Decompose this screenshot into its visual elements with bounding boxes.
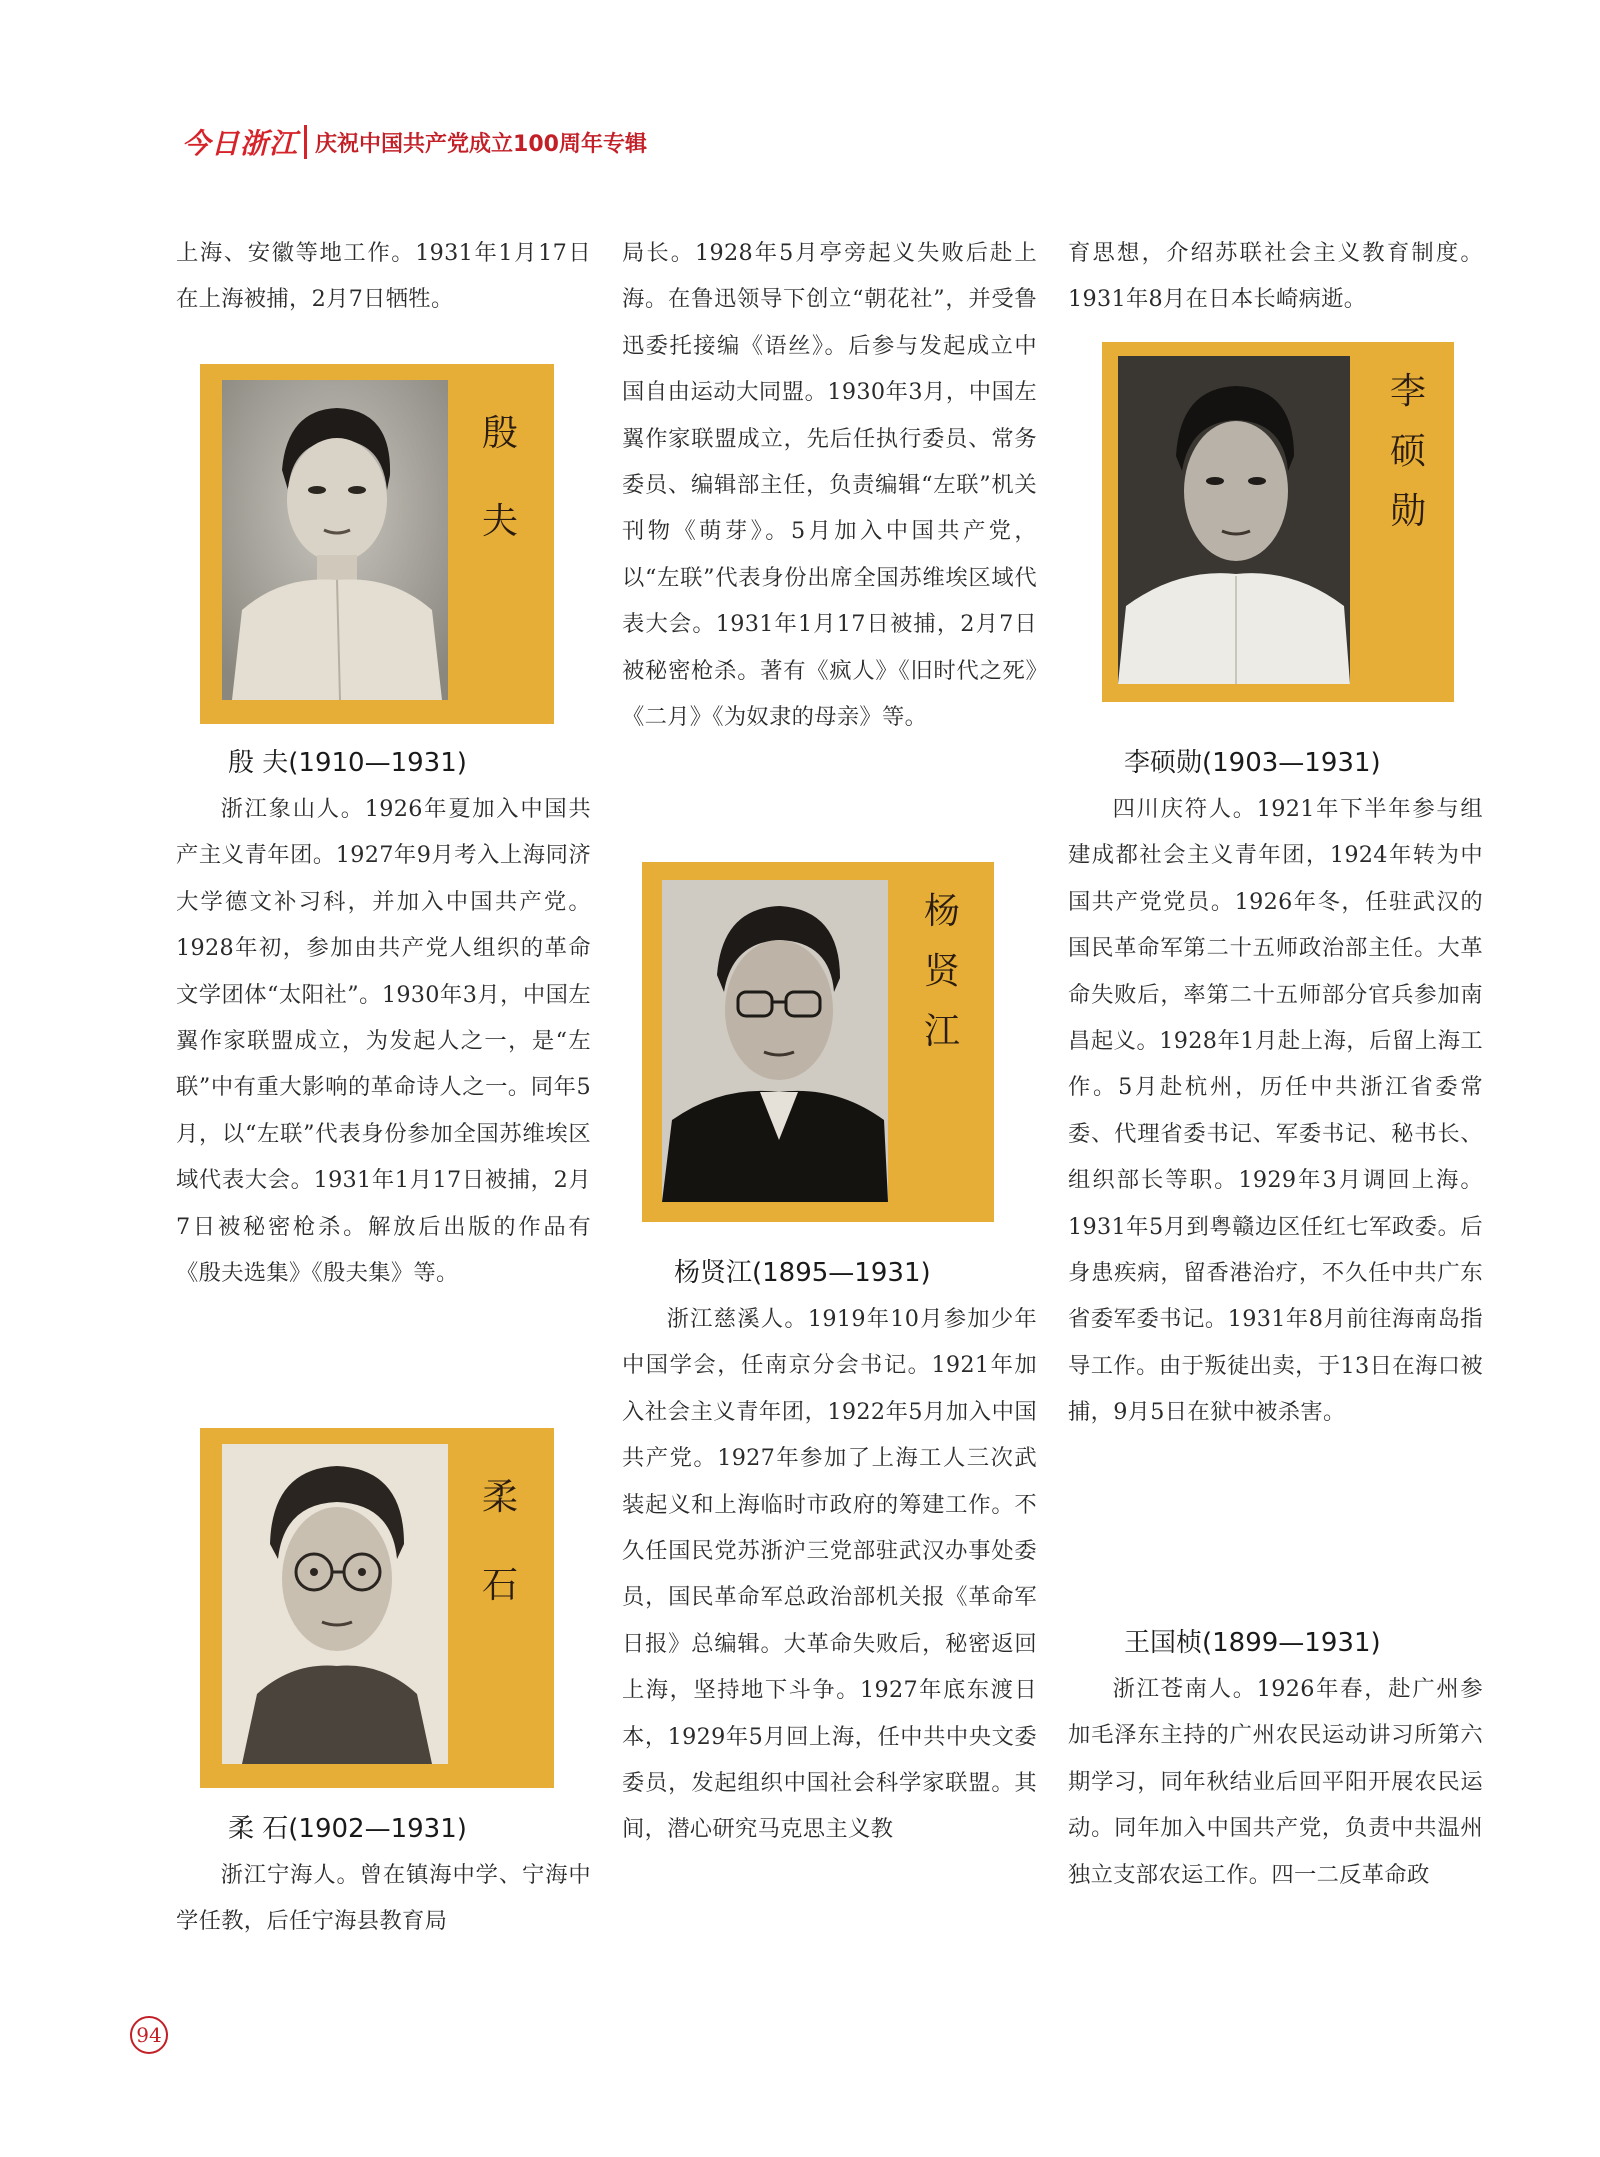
tag-char: 李 [1389, 371, 1426, 412]
person-bio-lishuoxun: 四川庆符人。1921年下半年参与组建成都社会主义青年团，1924年转为中国共产党党员。1926年冬，任驻武汉的国民革命军第二十五师政治部主任。大革命失败后，率第二十五师部分官兵参加南昌起义。1928年1月赴上海，后留上海工作。5月赴杭州，历任中共浙江省委常委、代理省委书记、军委书记、秘书长、组织部长等职。1929年3月调回上海。1931年5月到粤赣边区任红七军政委。后身患疾病，留香港治疗，不久任中共广东省委军委书记。1931年8月前往海南岛指导工作。由于叛徒出卖，于13日在海口被捕，9月5日在狱中被杀害。 [1068, 796, 1483, 1426]
portrait-tag-lishuoxun [1380, 362, 1436, 542]
header-divider [304, 125, 307, 159]
tag-char: 殷 [481, 413, 518, 454]
person-bio-roushi: 浙江宁海人。曾在镇海中学、宁海中学任教，后任宁海县教育局 [176, 1862, 591, 1935]
col1-intro-text: 上海、安徽等地工作。1931年1月17日在上海被捕，2月7日牺牲。 [176, 240, 591, 313]
tag-char: 夫 [481, 501, 518, 542]
portrait-photo-yinfu [222, 380, 448, 700]
column-3-wangguozhen [1068, 1620, 1483, 1898]
portrait-frame-roushi [200, 1428, 554, 1788]
portrait-tag-yangxianjiang [914, 882, 970, 1062]
portrait-frame-lishuoxun [1102, 342, 1454, 702]
person-name-wangguozhen: 王国桢(1899—1931) [1124, 1628, 1381, 1658]
column-2-yangxianjiang [622, 1250, 1037, 1853]
tag-char: 硕 [1389, 431, 1426, 472]
magazine-header [182, 122, 647, 162]
column-3-lishuoxun [1068, 740, 1483, 1436]
tag-char: 杨 [923, 891, 960, 932]
person-bio-yangxianjiang: 浙江慈溪人。1919年10月参加少年中国学会，任南京分会书记。1921年加入社会主义青年团，1922年5月加入中国共产党。1927年参加了上海工人三次武装起义和上海临时市政府的筹建工作。不久任国民党苏浙沪三党部驻武汉办事处委员，国民革命军总政治部机关报《革命军日报》总编辑。大革命失败后，秘密返回上海，坚持地下斗争。1927年底东渡日本，1929年5月回上海，任中共中央文委委员，发起组织中国社会科学家联盟。其间，潜心研究马克思主义教 [622, 1306, 1037, 1843]
person-bio-yinfu: 浙江象山人。1926年夏加入中国共产主义青年团。1927年9月考入上海同济大学德文补习科，并加入中国共产党。1928年初，参加由共产党人组织的革命文学团体“太阳社”。1930年3月，中国左翼作家联盟成立，为发起人之一，是“左联”中有重大影响的革命诗人之一。同年5月，以“左联”代表身份参加全国苏维埃区域代表大会。1931年1月17日被捕，2月7日被秘密枪杀。解放后出版的作品有《殷夫选集》《殷夫集》等。 [176, 796, 591, 1287]
tag-char: 江 [923, 1011, 960, 1052]
col3-intro-text: 育思想，介绍苏联社会主义教育制度。1931年8月在日本长崎病逝。 [1068, 240, 1483, 313]
portrait-frame-yinfu [200, 364, 554, 724]
person-name-yinfu: 殷 夫(1910—1931) [228, 748, 467, 778]
person-name-yangxianjiang: 杨贤江(1895—1931) [674, 1258, 931, 1288]
portrait-tag-roushi [472, 1468, 528, 1616]
person-bio-wangguozhen: 浙江苍南人。1926年春，赴广州参加毛泽东主持的广州农民运动讲习所第六期学习，同年秋结业后回平阳开展农民运动。同年加入中国共产党，负责中共温州独立支部农运工作。四一二反革命政 [1068, 1676, 1483, 1888]
person-name-roushi: 柔 石(1902—1931) [228, 1814, 467, 1844]
portrait-photo-lishuoxun [1118, 356, 1350, 684]
column-1 [176, 230, 591, 323]
column-2 [622, 230, 1037, 740]
tag-char: 勋 [1389, 491, 1426, 532]
column-3 [1068, 230, 1483, 323]
magazine-logo: 今日浙江 [182, 127, 299, 160]
tag-char: 贤 [923, 951, 960, 992]
col2-intro-text: 局长。1928年5月亭旁起义失败后赴上海。在鲁迅领导下创立“朝花社”，并受鲁迅委托接编《语丝》。后参与发起成立中国自由运动大同盟。1930年3月，中国左翼作家联盟成立，先后任执行委员、常务委员、编辑部主任，负责编辑“左联”机关刊物《萌芽》。5月加入中国共产党，以“左联”代表身份出席全国苏维埃区域代表大会。1931年1月17日被捕，2月7日被秘密枪杀。著有《疯人》《旧时代之死》《二月》《为奴隶的母亲》等。 [622, 240, 1037, 731]
page-number: 94 [130, 2016, 168, 2054]
portrait-tag-yinfu [472, 404, 528, 552]
tag-char: 石 [481, 1565, 518, 1606]
person-name-lishuoxun: 李硕勋(1903—1931) [1124, 748, 1381, 778]
tag-char: 柔 [481, 1477, 518, 1518]
column-1-yinfu [176, 740, 591, 1296]
header-title: 庆祝中国共产党成立100周年专辑 [315, 131, 647, 157]
portrait-photo-yangxianjiang [662, 880, 888, 1202]
portrait-frame-yangxianjiang [642, 862, 994, 1222]
portrait-photo-roushi [222, 1444, 448, 1764]
column-1-roushi [176, 1806, 591, 1945]
